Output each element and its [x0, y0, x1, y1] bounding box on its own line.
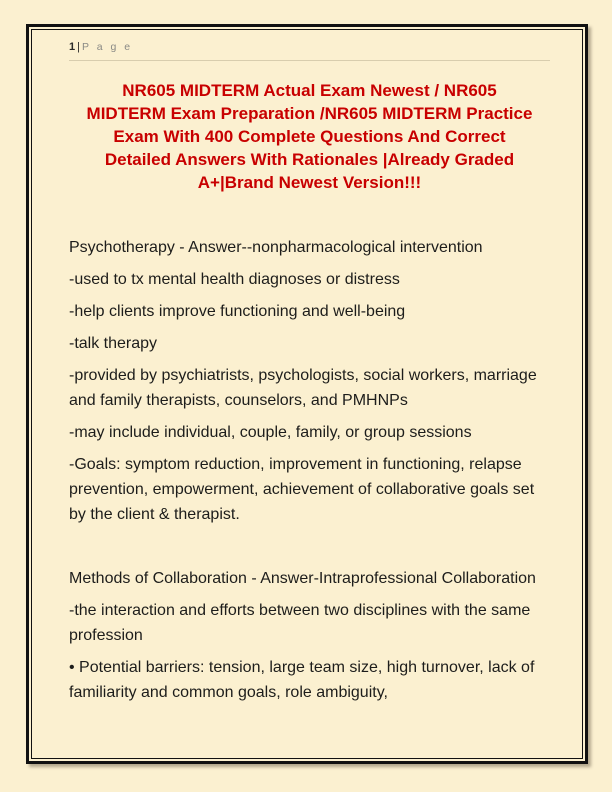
body-paragraph: Methods of Collaboration - Answer-Intraprofessional Collaboration	[69, 570, 536, 587]
page-label: P a g e	[81, 41, 133, 53]
body-paragraph: -used to tx mental health diagnoses or distress	[69, 271, 400, 288]
page-border-frame	[26, 24, 588, 764]
body-paragraph: -help clients improve functioning and well-being	[69, 303, 406, 320]
page-content-area	[31, 29, 583, 759]
body-paragraph: -may include individual, couple, family, or group sessions	[69, 424, 472, 441]
page-number: 1	[69, 41, 77, 53]
body-paragraph: -talk therapy	[69, 335, 158, 352]
header-separator: |	[77, 41, 80, 53]
body-paragraph: • Potential barriers: tension, large team size, high turnover, lack of familiarity and common goals, role ambiguity,	[69, 659, 535, 701]
document-body	[69, 235, 550, 705]
page-header	[69, 40, 550, 61]
body-paragraph: -the interaction and efforts between two disciplines with the same profession	[69, 602, 531, 644]
body-paragraph: -Goals: symptom reduction, improvement in functioning, relapse prevention, empowerment, achievement of collaborative goals set by the client & therapist.	[69, 456, 535, 523]
body-paragraph: Psychotherapy - Answer--nonpharmacological intervention	[69, 239, 483, 256]
document-title: NR605 MIDTERM Actual Exam Newest / NR605 MIDTERM Exam Preparation /NR605 MIDTERM Practice Exam With 400 Complete Questions And Correct Detailed Answers With Rationales |Already Graded A+|Brand Newest Version!!!	[86, 81, 533, 192]
body-paragraph: -provided by psychiatrists, psychologists, social workers, marriage and family therapists, counselors, and PMHNPs	[69, 367, 537, 409]
body-paragraph-blank	[69, 534, 550, 559]
